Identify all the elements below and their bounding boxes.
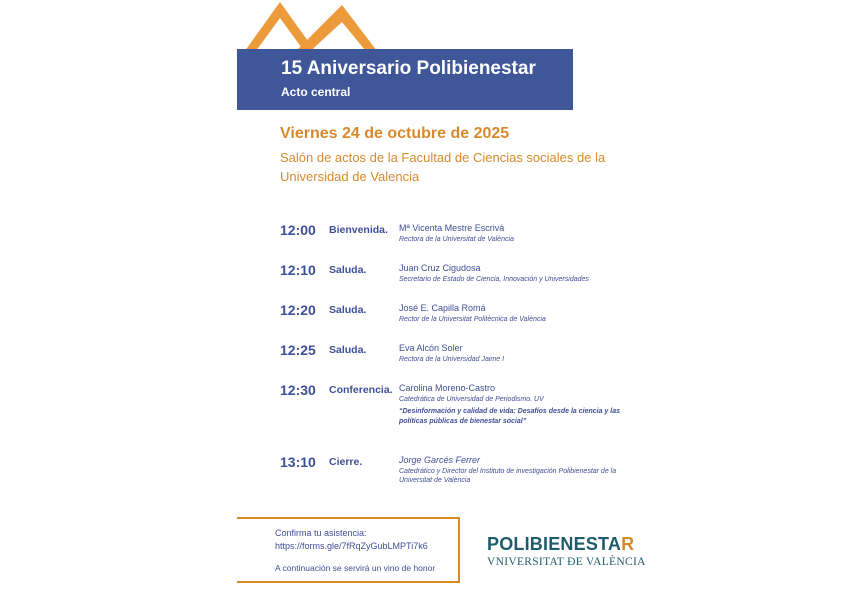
event-title: 15 Aniversario Polibienestar [281, 58, 536, 79]
program-role: Rectora de la Universitat de València [399, 236, 514, 243]
program-item [280, 222, 640, 262]
program-role: Rector de la Universitat Politècnica de València [399, 316, 546, 323]
program-time: 13:10 [280, 454, 316, 470]
program-item [280, 342, 640, 382]
rsvp-note: A continuación se servirá un vino de honor [275, 563, 436, 573]
program-role: Rectora de la Universidad Jaime I [399, 356, 505, 363]
university-logo: VNIVERSITAT ĐE VALÈNCIA [487, 556, 646, 568]
event-date: Viernes 24 de octubre de 2025 [280, 125, 510, 142]
program-speaker: José E. Capilla Romá [399, 303, 486, 313]
program-speaker: Juan Cruz Cigudosa [399, 263, 481, 273]
title-banner [237, 49, 573, 110]
program-role: Catedrático y Director del Instituto de investigación Polibienestar de la Universitat de València [399, 468, 617, 484]
program-speaker: Jorge Garcés Ferrer [399, 455, 481, 465]
program-item [280, 302, 640, 342]
brand-name-last: R [621, 534, 635, 554]
program-time: 12:30 [280, 382, 316, 398]
rsvp-label: Confirma tu asistencia: [275, 528, 367, 538]
event-venue: Salón de actos de la Facultad de Ciencias sociales de la Universidad de Valencia [280, 150, 606, 184]
program-time: 12:25 [280, 342, 316, 358]
program-label: Cierre. [329, 456, 363, 468]
program-label: Bienvenida. [329, 224, 388, 236]
program-speaker: Carolina Moreno-Castro [399, 383, 496, 393]
polibienestar-logo [487, 534, 634, 555]
program-role: Catedrática de Universidad de Periodismo. UV [399, 396, 544, 403]
program-label: Saluda. [329, 264, 367, 276]
rsvp-link[interactable]: https://forms.gle/7fRqZyGubLMPTi7k6 [275, 541, 428, 551]
conference-title: “Desinformación y calidad de vida: Desafíos desde la ciencia y las políticas públicas de bienestar social” [399, 408, 620, 425]
program-label: Conferencia. [329, 384, 393, 396]
program-item [280, 382, 640, 434]
program-item [280, 454, 640, 494]
program-role: Secretario de Estado de Ciencia, Innovación y Universidades [399, 276, 589, 283]
program-label: Saluda. [329, 344, 367, 356]
program-label: Saluda. [329, 304, 367, 316]
program-speaker: Mª Vicenta Mestre Escrivá [399, 223, 505, 233]
rsvp-box [237, 517, 460, 583]
program-time: 12:20 [280, 302, 316, 318]
program-item [280, 262, 640, 302]
program-time: 12:10 [280, 262, 316, 278]
anniversary-logo-icon [240, 0, 380, 55]
program-speaker: Eva Alcón Soler [399, 343, 463, 353]
brand-name-main: POLIBIENESTA [487, 534, 622, 554]
program-time: 12:00 [280, 222, 316, 238]
event-subtitle: Acto central [281, 85, 351, 99]
